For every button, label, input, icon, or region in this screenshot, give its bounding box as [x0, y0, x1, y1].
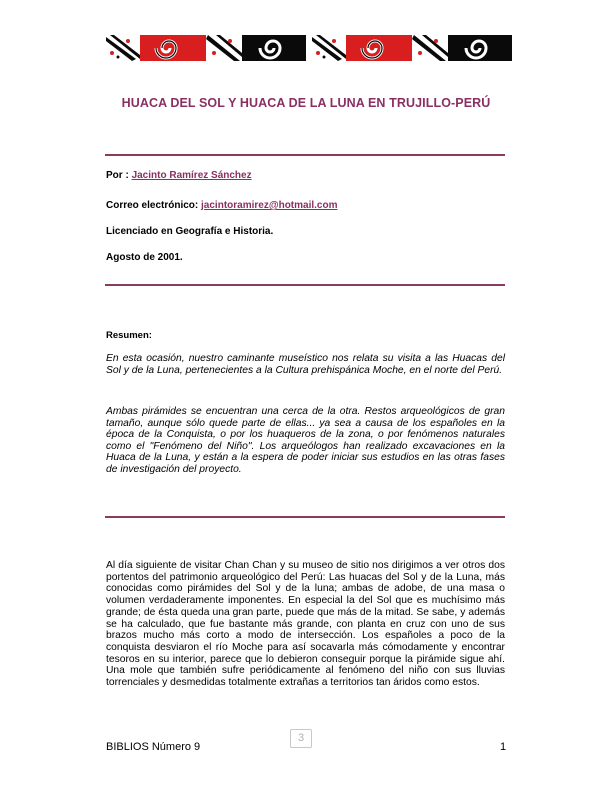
moche-pattern-black-icon — [412, 35, 512, 61]
abstract-paragraph: Ambas pirámides se encuentran una cerca de la otra. Restos arqueológicos de gran tamaño, aunque sólo quede parte de ellas... ya sea a causa de los españoles en la época de la Conquista, o por los huaqueros de la zona, o por fenómenos naturales como el "Fenómeno del Niño". Los arqueólogos han realizado excavaciones en la Huaca de la Luna, y están a la espera de poder iniciar sus estudios en las otras fases de investigación del proyecto. — [106, 406, 505, 475]
email-label: Correo electrónico: — [106, 200, 199, 211]
footer-journal: BIBLIOS Número 9 — [106, 741, 201, 753]
body-paragraph: Al día siguiente de visitar Chan Chan y su museo de sitio nos dirigimos a ver otros dos portentos del patrimonio arqueológico del Perú: Las huacas del Sol y de la Luna, más conocidas como pirámides del Sol y de la luna; ambas de adobe, de una masa o volumen verdaderamente imponentes. En especial la del Sol que es muchísimo más grande; de ésta queda una gran parte, puede que más de la mitad. Se sabe, y además se ha calculado, que fue bastante más grande, con planta en cruz con uno de sus brazos mucho más corto a modo de intersección. Los españoles a poco de la conquista desviaron el río Moche para así socavarla más cómodamente y encontrar tesoros en su interior, parece que lo debieron conseguir porque la pirámide sigue ahí. Una mole que también sufre periódicamente al fenómeno del niño con sus lluvias torrenciales y desmedidas totalmente extrañas a territorios tan áridos como estos. — [106, 560, 505, 689]
email-line — [106, 200, 337, 211]
divider — [105, 154, 505, 156]
banner-tile-group — [106, 35, 306, 61]
document-title: HUACA DEL SOL Y HUACA DE LA LUNA EN TRUJILLO-PERÚ — [121, 96, 491, 110]
moche-pattern-black-icon — [206, 35, 306, 61]
header-banner — [106, 35, 512, 61]
page-number: 1 — [500, 741, 507, 753]
biblios-logo-icon: 3 — [290, 729, 312, 748]
moche-pattern-red-icon — [312, 35, 412, 61]
divider — [105, 284, 505, 286]
moche-pattern-red-icon — [106, 35, 206, 61]
email-link[interactable]: jacintoramirez@hotmail.com — [201, 200, 338, 211]
date-text: Agosto de 2001. — [106, 252, 183, 263]
abstract-heading: Resumen: — [106, 330, 152, 341]
abstract-paragraph: En esta ocasión, nuestro caminante museístico nos relata su visita a las Huacas del Sol y de la Luna, pertenecientes a la Cultura prehispánica Moche, en el norte del Perú. — [106, 353, 505, 376]
degree-text: Licenciado en Geografía e Historia. — [106, 226, 274, 237]
author-label: Por : — [106, 170, 129, 181]
banner-tile-group — [312, 35, 512, 61]
author-line — [106, 170, 252, 181]
divider — [105, 516, 505, 518]
author-link[interactable]: Jacinto Ramírez Sánchez — [131, 170, 252, 181]
